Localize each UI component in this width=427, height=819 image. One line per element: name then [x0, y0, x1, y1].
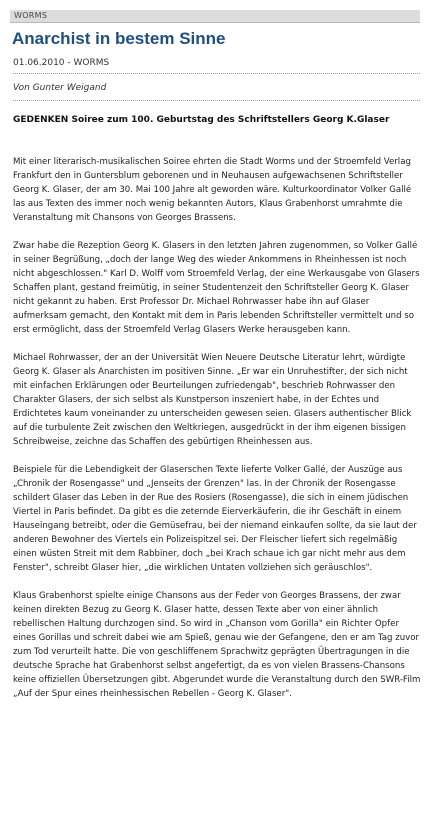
- article-paragraph: Mit einer literarisch-musikalischen Soiree ehrten die Stadt Worms und der Stroemfeld Verlag Frankfurt den in Guntersblum geborenen und in Neuhausen aufgewachsenen Schriftsteller Georg K. Glaser, der am 30. Mai 100 Jahre alt geworden wäre. Kulturkoordinator Volker Gallé las aus Texten des immer noch wenig bekannten Autors, Klaus Grabenhorst umrahmte die Veranstaltung mit Chansons von Georges Brassens.: [13, 157, 412, 223]
- article-paragraph: Zwar habe die Rezeption Georg K. Glasers in den letzten Jahren zugenommen, so Volker Gallé in seiner Begrüßung, „doch der lange Weg des wieder Ankommens in Rheinhessen ist noch nicht abgeschlossen." Karl D. Wolff vom Stroemfeld Verlag, der eine Werkausgabe von Glasers Schaffen plant, gestand freimütig, in seiner Studentenzeit den Schriftsteller Georg K. Glaser nicht gekannt zu haben. Erst Professor Dr. Michael Rohrwasser habe ihn auf Glaser aufmerksam gemacht, den Kontakt mit dem in Paris lebenden Schriftsteller vermittelt und so erst ermöglicht, dass der Stroemfeld Verlag Glasers Werke herausgeben kann.: [13, 241, 420, 335]
- article-author: Von Gunter Weigand: [13, 83, 107, 93]
- article-lead: GEDENKEN Soiree zum 100. Geburtstag des Schriftstellers Georg K.Glaser: [13, 115, 390, 125]
- article-dateline: 01.06.2010 - WORMS: [13, 58, 110, 68]
- section-label: WORMS: [14, 11, 48, 20]
- divider-top: [13, 73, 420, 74]
- article-body: [13, 155, 421, 715]
- article-paragraph: Beispiele für die Lebendigkeit der Glaserschen Texte lieferte Volker Gallé, der Auszüge aus „Chronik der Rosengasse" und „Jenseits der Grenzen" las. In der Chronik der Rosengasse schildert Glaser das Leben in der Rue des Rosiers (Rosengasse), die sich in einem jüdischen Viertel in Paris befindet. Da gibt es die zeternde Eierverkäuferin, die ihr Geschäft in einem Hauseingang betreibt, oder die Gemüsefrau, bei der niemand einkaufen sollte, da sie laut der anderen Bewohner des Viertels ein Polizeispitzel sei. Der Fleischer liefert sich regelmäßig einen wüsten Streit mit dem Rabbiner, doch „bei Krach schaue ich gar nicht mehr aus dem Fenster", schreibt Glaser hier, „die wirklichen Untaten vollziehen sich geräuschlos".: [13, 465, 417, 573]
- divider-bottom: [13, 100, 420, 101]
- section-header-bar: [10, 10, 420, 23]
- article-paragraph: Michael Rohrwasser, der an der Universität Wien Neuere Deutsche Literatur lehrt, würdigte Georg K. Glaser als Anarchisten im positiven Sinne. „Er war ein Unruhestifter, der sich nicht mit einfachen Erklärungen oder Beurteilungen zufriedengab", beschrieb Rohrwasser den Charakter Glasers, der sich selbst als Kunstperson inszeniert habe, in der Echtes und Erdichtetes kaum voneinander zu unterscheiden gewesen seien. Glasers authentischer Blick auf die turbulente Zeit zwischen den Weltkriegen, ausgedrückt in der ihm eigenen bissigen Schreibweise, zeichne das Schaffen des gebürtigen Rheinhessen aus.: [13, 353, 412, 447]
- article-paragraph: Klaus Grabenhorst spielte einige Chansons aus der Feder von Georges Brassens, der zwar keinen direkten Bezug zu Georg K. Glaser hatte, dessen Texte aber von einer ähnlich rebellischen Haltung durchzogen sind. So wird in „Chanson vom Gorilla" ein Richter Opfer eines Gorillas und schreit dabei wie am Spieß, genau wie der Gefangene, den er am Tag zuvor zum Tod verurteilt hatte. Die von geschliffenem Sprachwitz geprägten Übertragungen in die deutsche Sprache hat Grabenhorst selbst angefertigt, da es von vielen Brassens-Chansons keine offiziellen Übersetzungen gibt. Abgerundet wurde die Veranstaltung durch den SWR-Film „Auf der Spur eines rheinhessischen Rebellen - Georg K. Glaser".: [13, 591, 421, 699]
- article-title: Anarchist in bestem Sinne: [12, 29, 226, 48]
